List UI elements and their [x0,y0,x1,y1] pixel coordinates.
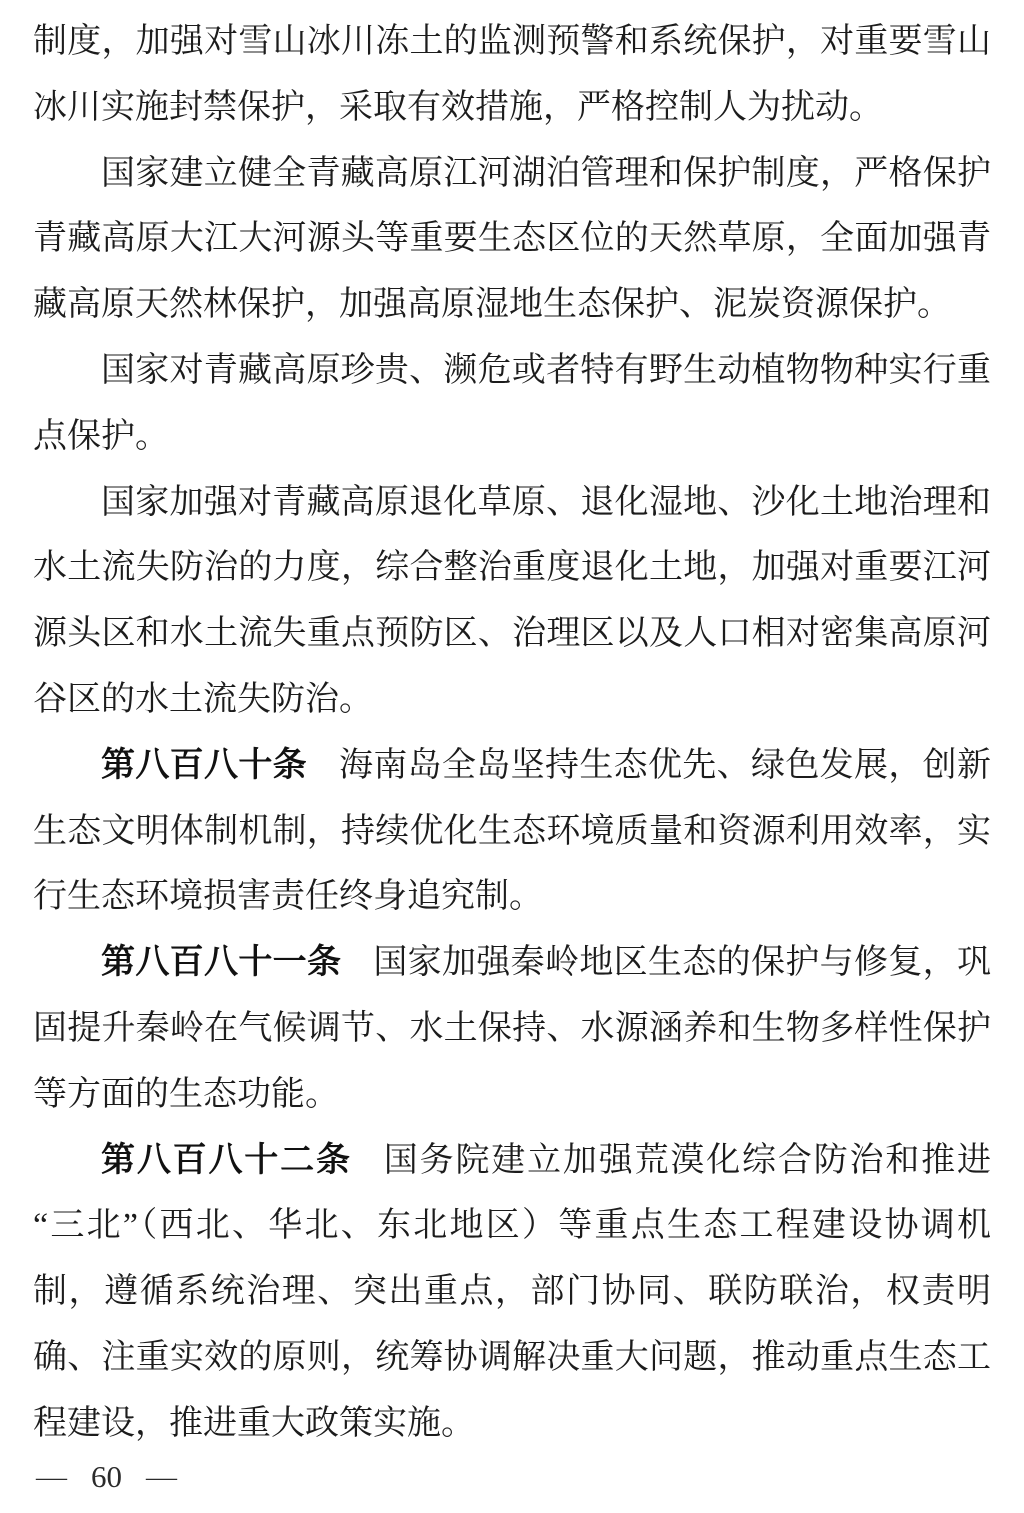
article-text: 国家加强秦岭地区生态的保护与修复，巩固提升秦岭在气候调节、水土保持、水源涵养和生物多样性保护等方面的生态功能。 [33,944,992,1113]
paragraph: 国家加强对青藏高原退化草原、退化湿地、沙化土地治理和水土流失防治的力度，综合整治重度退化土地，加强对重要江河源头区和水土流失重点预防区、治理区以及人口相对密集高原河谷区的水土流失防治。 [33,483,991,718]
article-number: 第八百八十条 [101,745,307,784]
paragraph: 国家建立健全青藏高原江河湖泊管理和保护制度，严格保护青藏高原大江大河源头等重要生态区位的天然草原，全面加强青藏高原天然林保护，加强高原湿地生态保护、泥炭资源保护。 [33,154,991,324]
paragraph: 国家对青藏高原珍贵、濒危或者特有野生动植物物种实行重点保护。 [33,351,991,455]
article-paragraph [33,733,991,930]
article-text: 海南岛全岛坚持生态优先、绿色发展，创新生态文明体制机制，持续优化生态环境质量和资源利用效率，实行生态环境损害责任终身追究制。 [33,746,991,916]
page-number-value: 60 [91,1459,122,1494]
article-paragraph [33,1128,991,1457]
page-number-right-dash: — [146,1462,177,1491]
document-body [33,9,991,1457]
article-paragraph [33,930,991,1127]
article-text: 国务院建立加强荒漠化综合防治和推进“三北”（西北、华北、东北地区）等重点生态工程建设协调机制，遵循系统治理、突出重点，部门协同、联防联治，权责明确、注重实效的原则，统筹协调解决重大问题，推动重点生态工程建设，推进重大政策实施。 [33,1141,992,1442]
page-number [36,1459,177,1495]
article-number: 第八百八十二条 [101,1140,352,1179]
paragraph-continuation: 制度，加强对雪山冰川冻土的监测预警和系统保护，对重要雪山冰川实施封禁保护，采取有效措施，严格控制人为扰动。 [33,23,991,126]
article-number: 第八百八十一条 [101,943,342,982]
page-number-left-dash: — [36,1462,67,1491]
